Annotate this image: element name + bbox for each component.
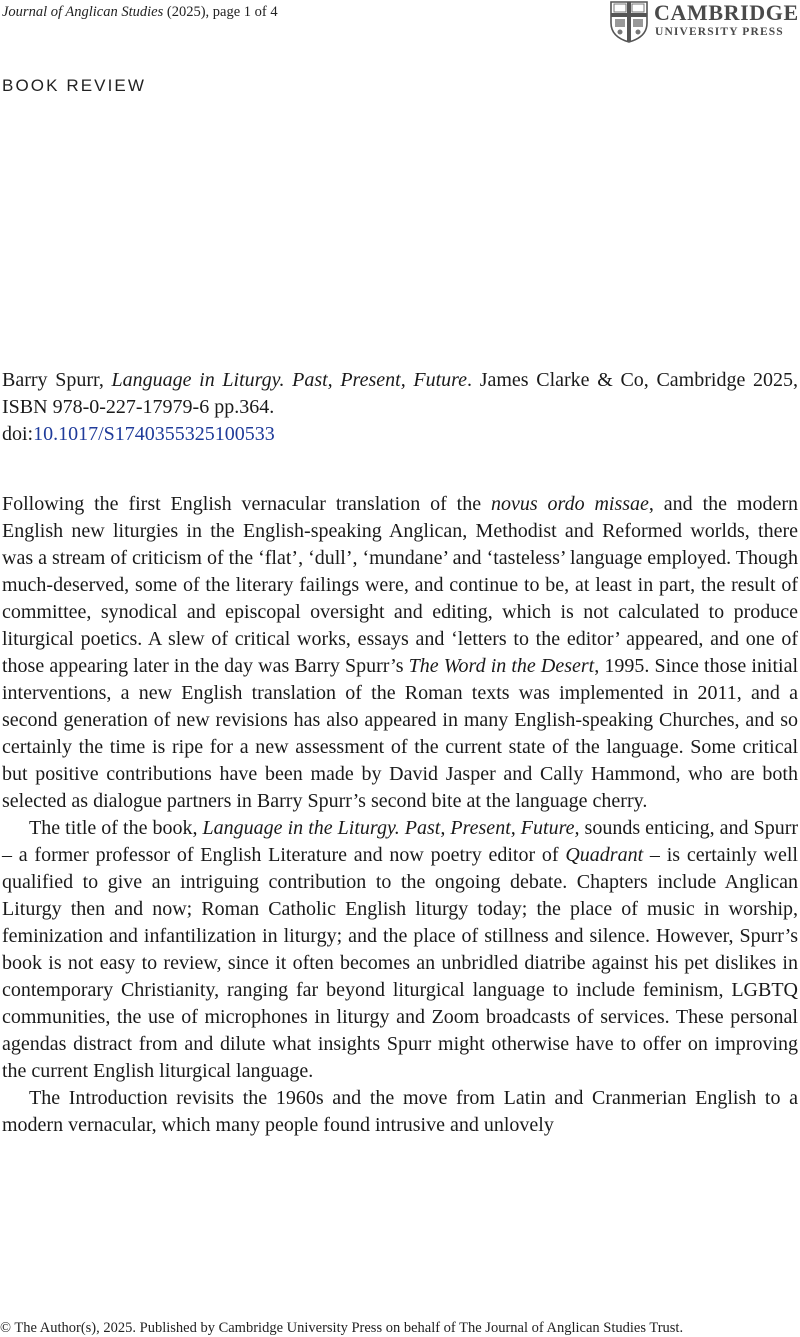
journal-page-info: (2025), page 1 of 4	[163, 4, 278, 20]
citation-details: . James Clarke & Co, Cambridge 2025, ISBN 978-0-227-17979-6 pp.364.	[2, 369, 798, 418]
p2-text-c: sounds enticing, and Spurr – a former professor of English Literature and now poetry editor of	[2, 817, 799, 866]
paragraph-2	[2, 815, 798, 1085]
p1-text-c: , and the modern English new liturgies in the English-speaking Anglican, Methodist and Reformed worlds, there was a stream of criticism of the ‘flat’, ‘dull’, ‘mundane’ and ‘tasteless’ language employed. Though much-deserved, some of the literary failings were, and continue to be, at least in part, the result of committee, synodical and episcopal oversight and editing, which is not calculated to produce liturgical poetics. A slew of critical works, essays and ‘letters to the editor’ appeared, and one of those appearing later in the day was Barry Spurr’s	[2, 493, 798, 677]
p2-italic-b: Language in the Liturgy. Past, Present, Future,	[202, 817, 580, 839]
section-label: BOOK REVIEW	[2, 76, 147, 95]
crest-icon	[610, 1, 648, 43]
p1-italic-b: novus ordo missae	[491, 493, 649, 515]
publisher-name: CAMBRIDGE	[654, 0, 799, 25]
citation-title: Language in Liturgy. Past, Present, Future	[111, 369, 468, 391]
paragraph-3: The Introduction revisits the 1960s and the move from Latin and Cranmerian English to a modern vernacular, which many people found intrusive and unlovely	[2, 1087, 798, 1136]
publisher-subtitle: UNIVERSITY PRESS	[655, 26, 784, 38]
citation-author: Barry Spurr,	[2, 369, 112, 391]
book-citation	[2, 367, 798, 448]
p1-italic-d: The Word in the Desert	[408, 655, 595, 677]
copyright-footer: © The Author(s), 2025. Published by Cambridge University Press on behalf of The Journal of Anglican Studies Trust.	[0, 1320, 684, 1336]
doi-prefix: doi:	[2, 423, 34, 445]
p2-italic-d: Quadrant	[565, 844, 644, 866]
cambridge-logo	[610, 1, 798, 45]
review-body	[2, 491, 798, 1139]
p2-text-a: The title of the book,	[29, 817, 203, 839]
p2-text-e: – is certainly well qualified to give an intriguing contribution to the ongoing debate. Chapters include Anglican Liturgy then and now; Roman Catholic English liturgy today; the place of music in worship, feminization and infantilization in liturgy; and the place of stillness and silence. However, Spurr’s book is not easy to review, since it often becomes an unbridled diatribe against his pet dislikes in contemporary Christianity, ranging far beyond liturgical language to include feminism, LGBTQ communities, the use of microphones in liturgy and Zoom broadcasts of services. These personal agendas distract from and dilute what insights Spurr might otherwise have to offer on improving the current English liturgical language.	[2, 844, 798, 1082]
paragraph-1	[2, 491, 798, 815]
journal-title: Journal of Anglican Studies	[2, 4, 164, 20]
doi-link[interactable]: 10.1017/S1740355325100533	[33, 423, 275, 445]
p1-text-e: , 1995. Since those initial interventions, a new English translation of the Roman texts was implemented in 2011, and a second generation of new revisions has also appeared in many English-speaking Churches, and so certainly the time is ripe for a new assessment of the current state of the language. Some critical but positive contributions have been made by David Jasper and Cally Hammond, who are both selected as dialogue partners in Barry Spurr’s second bite at the language cherry.	[2, 655, 799, 812]
running-head	[2, 4, 278, 21]
p1-text-a: Following the first English vernacular translation of the	[2, 493, 491, 515]
